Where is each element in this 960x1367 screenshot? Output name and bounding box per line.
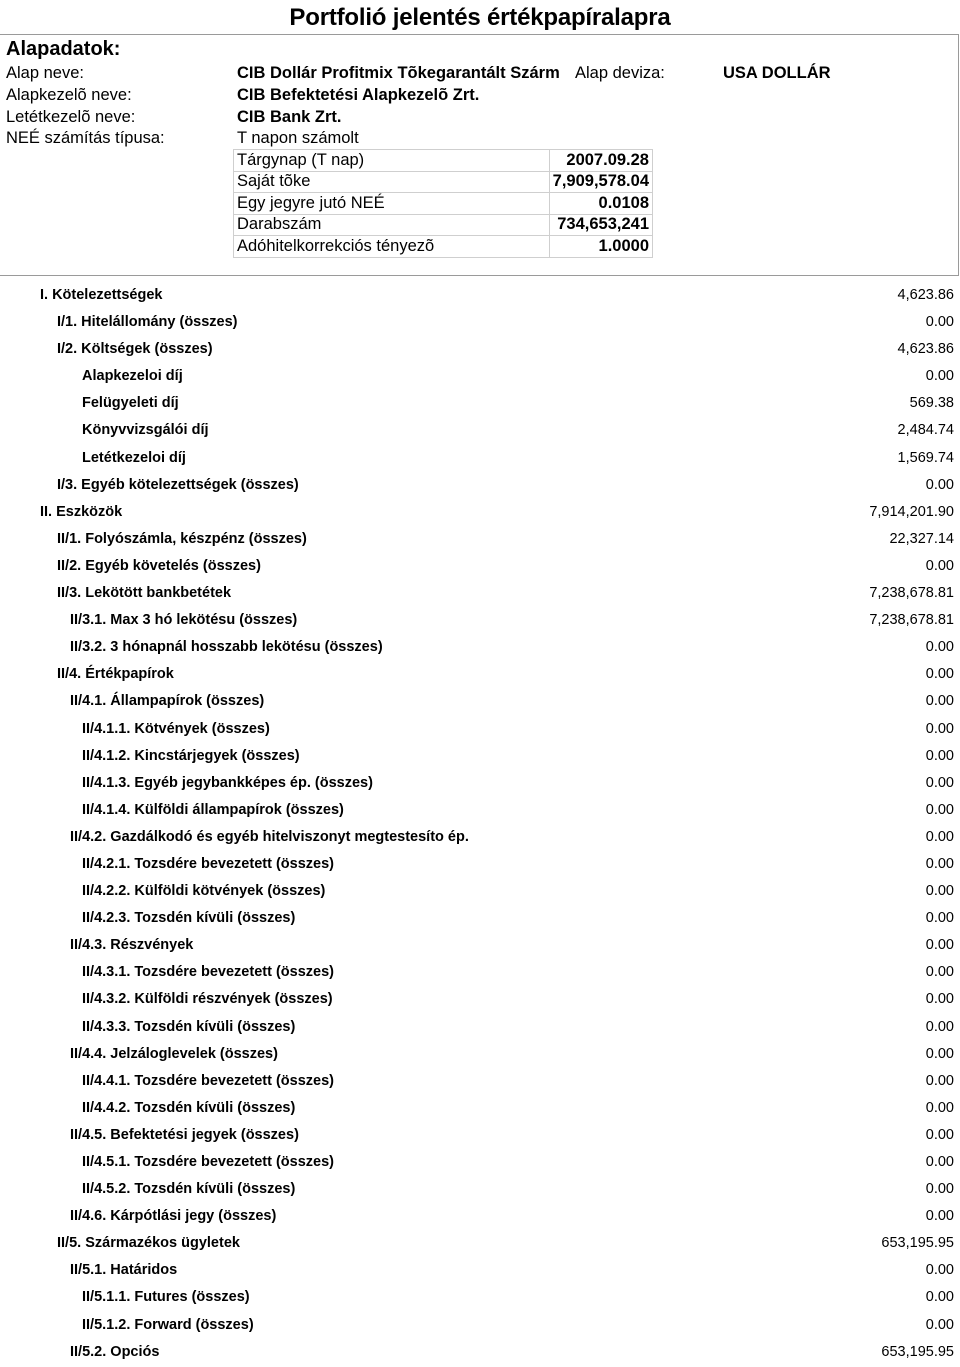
row-value: 0.00	[925, 991, 954, 1008]
row-label: II/4.1.3. Egyéb jegybankképes ép. (összes)	[82, 774, 373, 791]
row-value: 653,195.95	[881, 1343, 954, 1360]
row-value: 0.00	[925, 774, 954, 791]
portfolio-items-list	[0, 283, 960, 1367]
portfolio-row	[0, 825, 960, 852]
row-value: 0.00	[925, 666, 954, 683]
row-value: 7,238,678.81	[869, 612, 954, 629]
row-label: II/4.3. Részvények	[70, 937, 194, 954]
detail-row	[234, 150, 653, 172]
portfolio-row	[0, 527, 960, 554]
row-value: 22,327.14	[889, 530, 954, 547]
row-label: II/4.1.1. Kötvények (összes)	[82, 720, 270, 737]
row-value: 0.00	[925, 1316, 954, 1333]
portfolio-row	[0, 337, 960, 364]
currency-label: Alap deviza:	[575, 64, 665, 82]
row-value: 0.00	[925, 1018, 954, 1035]
row-label: Felügyeleti díj	[82, 395, 179, 412]
row-label: II/5.1. Határidos	[70, 1262, 178, 1279]
row-value: 0.00	[925, 1126, 954, 1143]
row-value: 653,195.95	[881, 1235, 954, 1252]
detail-value: 0.0108	[549, 193, 652, 215]
fund-name-value: CIB Dollár Profitmix Tõkegarantált Szárm	[237, 64, 560, 82]
row-value: 1,569.74	[897, 449, 954, 466]
row-label: II/3. Lekötött bankbetétek	[57, 585, 232, 602]
row-value: 0.00	[925, 937, 954, 954]
portfolio-row	[0, 852, 960, 879]
detail-row	[234, 171, 653, 193]
portfolio-row	[0, 310, 960, 337]
row-label: Alapkezeloi díj	[82, 368, 183, 385]
row-value: 7,238,678.81	[869, 585, 954, 602]
row-label: II/4.5.2. Tozsdén kívüli (összes)	[82, 1181, 296, 1198]
portfolio-row	[0, 473, 960, 500]
nav-type-value: T napon számolt	[237, 129, 359, 147]
portfolio-row	[0, 1150, 960, 1177]
row-label: II/4.4.2. Tozsdén kívüli (összes)	[82, 1099, 296, 1116]
row-label: II/5. Származékos ügyletek	[57, 1235, 240, 1252]
row-value: 0.00	[925, 368, 954, 385]
portfolio-row	[0, 1204, 960, 1231]
row-value: 0.00	[925, 1208, 954, 1225]
portfolio-row	[0, 879, 960, 906]
row-label: II/3.1. Max 3 hó lekötésu (összes)	[70, 612, 298, 629]
currency-value: USA DOLLÁR	[723, 64, 831, 82]
row-value: 0.00	[925, 747, 954, 764]
row-value: 0.00	[925, 1262, 954, 1279]
custodian-value: CIB Bank Zrt.	[237, 108, 342, 126]
row-label: II/4.5. Befektetési jegyek (összes)	[70, 1126, 299, 1143]
portfolio-row	[0, 960, 960, 987]
fund-details-table	[233, 149, 653, 258]
row-value: 0.00	[925, 1154, 954, 1170]
portfolio-row	[0, 1258, 960, 1285]
row-label: I. Kötelezettségek	[40, 287, 163, 303]
row-label: II/4.3.1. Tozsdére bevezetett (összes)	[82, 964, 334, 981]
portfolio-row	[0, 1340, 960, 1367]
detail-label: Egy jegyre jutó NEÉ	[234, 193, 550, 215]
portfolio-row	[0, 608, 960, 635]
row-label: II/3.2. 3 hónapnál hosszabb lekötésu (összes)	[70, 639, 383, 656]
row-label: I/2. Költségek (összes)	[57, 341, 213, 358]
row-value: 0.00	[925, 476, 954, 493]
row-label: II/5.1.1. Futures (összes)	[82, 1289, 250, 1306]
detail-row	[234, 214, 653, 236]
row-value: 4,623.86	[897, 287, 954, 303]
row-value: 0.00	[925, 1099, 954, 1116]
custodian-label: Letétkezelõ neve:	[6, 108, 136, 126]
row-label: II/4.5.1. Tozsdére bevezetett (összes)	[82, 1154, 334, 1170]
row-label: II/5.2. Opciós	[70, 1343, 160, 1360]
manager-label: Alapkezelõ neve:	[6, 86, 132, 104]
row-value: 7,914,201.90	[869, 503, 954, 520]
portfolio-row	[0, 1069, 960, 1096]
detail-label: Saját tõke	[234, 171, 550, 193]
portfolio-row	[0, 1015, 960, 1042]
row-value: 0.00	[925, 1045, 954, 1062]
row-label: II/4.6. Kárpótlási jegy (összes)	[70, 1208, 277, 1225]
row-label: II/4.1.4. Külföldi állampapírok (összes)	[82, 801, 344, 818]
fund-name-label: Alap neve:	[6, 64, 84, 82]
manager-value: CIB Befektetési Alapkezelõ Zrt.	[237, 86, 480, 104]
row-value: 0.00	[925, 557, 954, 574]
row-label: II/4. Értékpapírok	[57, 666, 174, 683]
row-value: 0.00	[925, 828, 954, 845]
row-value: 0.00	[925, 1289, 954, 1306]
detail-label: Darabszám	[234, 214, 550, 236]
row-label: II/4.4.1. Tozsdére bevezetett (összes)	[82, 1072, 334, 1089]
portfolio-row	[0, 906, 960, 933]
portfolio-row	[0, 1285, 960, 1312]
row-label: II/4.2.3. Tozsdén kívüli (összes)	[82, 910, 296, 927]
row-value: 0.00	[925, 1181, 954, 1198]
row-label: II/2. Egyéb követelés (összes)	[57, 557, 261, 574]
row-label: Letétkezeloi díj	[82, 449, 186, 466]
detail-value: 7,909,578.04	[549, 171, 652, 193]
row-value: 4,623.86	[897, 341, 954, 358]
portfolio-row	[0, 1042, 960, 1069]
portfolio-row	[0, 717, 960, 744]
row-value: 569.38	[909, 395, 954, 412]
detail-label: Adóhitelkorrekciós tényezõ	[234, 236, 550, 258]
portfolio-row	[0, 1177, 960, 1204]
portfolio-row	[0, 1096, 960, 1123]
row-label: II. Eszközök	[40, 503, 123, 520]
row-value: 2,484.74	[897, 422, 954, 439]
row-label: II/4.3.2. Külföldi részvények (összes)	[82, 991, 333, 1008]
row-value: 0.00	[925, 314, 954, 331]
row-label: Könyvvizsgálói díj	[82, 422, 209, 439]
detail-row	[234, 193, 653, 215]
row-label: II/4.1. Állampapírok (összes)	[70, 693, 265, 710]
portfolio-row	[0, 798, 960, 825]
portfolio-row	[0, 554, 960, 581]
row-label: II/1. Folyószámla, készpénz (összes)	[57, 530, 307, 547]
row-value: 0.00	[925, 639, 954, 656]
row-label: II/4.4. Jelzáloglevelek (összes)	[70, 1045, 278, 1062]
portfolio-row	[0, 446, 960, 473]
row-label: II/4.2. Gazdálkodó és egyéb hitelviszonyt megtestesíto ép.	[70, 828, 469, 845]
portfolio-row	[0, 364, 960, 391]
portfolio-row	[0, 1123, 960, 1150]
portfolio-row	[0, 662, 960, 689]
portfolio-row	[0, 581, 960, 608]
row-value: 0.00	[925, 693, 954, 710]
row-label: II/4.3.3. Tozsdén kívüli (összes)	[82, 1018, 296, 1035]
row-label: II/5.1.2. Forward (összes)	[82, 1316, 254, 1333]
portfolio-row	[0, 689, 960, 716]
row-label: I/3. Egyéb kötelezettségek (összes)	[57, 476, 299, 493]
row-label: II/4.2.1. Tozsdére bevezetett (összes)	[82, 855, 334, 872]
row-value: 0.00	[925, 964, 954, 981]
row-value: 0.00	[925, 883, 954, 900]
row-label: I/1. Hitelállomány (összes)	[57, 314, 238, 331]
base-data-heading: Alapadatok:	[6, 38, 121, 60]
detail-row	[234, 236, 653, 258]
row-value: 0.00	[925, 1072, 954, 1089]
nav-type-label: NEÉ számítás típusa:	[6, 129, 165, 147]
portfolio-row	[0, 500, 960, 527]
detail-value: 2007.09.28	[549, 150, 652, 172]
detail-label: Tárgynap (T nap)	[234, 150, 550, 172]
row-label: II/4.2.2. Külföldi kötvények (összes)	[82, 883, 326, 900]
portfolio-row	[0, 1313, 960, 1340]
portfolio-row	[0, 744, 960, 771]
portfolio-row	[0, 283, 960, 310]
portfolio-row	[0, 635, 960, 662]
portfolio-row	[0, 987, 960, 1014]
row-label: II/4.1.2. Kincstárjegyek (összes)	[82, 747, 300, 764]
detail-value: 734,653,241	[549, 214, 652, 236]
row-value: 0.00	[925, 855, 954, 872]
row-value: 0.00	[925, 910, 954, 927]
portfolio-row	[0, 391, 960, 418]
report-title: Portfolió jelentés értékpapíralapra	[289, 4, 671, 31]
portfolio-row	[0, 771, 960, 798]
portfolio-row	[0, 933, 960, 960]
detail-value: 1.0000	[549, 236, 652, 258]
portfolio-row	[0, 1231, 960, 1258]
row-value: 0.00	[925, 720, 954, 737]
portfolio-row	[0, 418, 960, 445]
row-value: 0.00	[925, 801, 954, 818]
